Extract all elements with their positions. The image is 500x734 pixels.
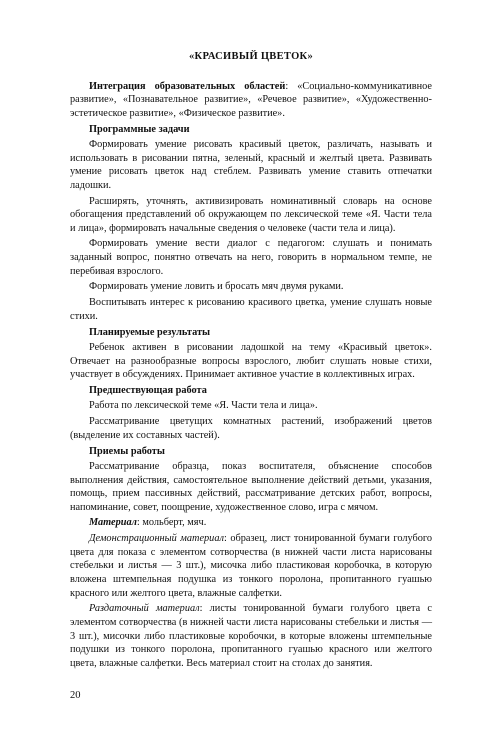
integration-paragraph (70, 80, 432, 121)
prior-work-heading: Предшествующая работа (89, 384, 207, 396)
demo-material-paragraph (70, 532, 432, 600)
prior-work-paragraph: Рассматривание цветущих комнатных растений, изображений цветов (выделение их составных частей). (70, 416, 432, 441)
prior-work-paragraph: Работа по лексической теме «Я. Части тела и лица». (89, 400, 318, 412)
methods-paragraph: Рассматривание образца, показ воспитателя, объяснение способов выполнения действия, самостоятельное выполнение действий детьми, указания, помощь, прием пассивных действий, рассматривание детских работ, вопросы, напоминание, совет, поощрение, художественное слово, игра с мячом. (70, 460, 432, 513)
handout-material-label: Раздаточный материал (89, 603, 200, 615)
tasks-paragraph: Формировать умение рисовать красивый цветок, различать, называть и использовать в рисовании пятна, зеленый, красный и желтый цвета. Развивать умение рисовать цветок над стеблем. Развивать умение ставить отпечатки ладошки. (70, 138, 432, 191)
integration-label: Интеграция образовательных областей (89, 80, 286, 92)
material-text: : мольберт, мяч. (136, 517, 207, 529)
demo-material-text: : образец, лист тонированной бумаги голубого цвета для показа с элементом сотворчества (в нижней части листа нарисованы стебельки и листья — 3 шт.), мисочка либо пластиковая коробочка, в которую вложена штемпельная подушка из тонкого поролона, пропитанного гуашью красного или желтого цвета, влажные салфетки. (70, 533, 433, 599)
demo-material-label: Демонстрационный материал (89, 533, 224, 545)
handout-material-text: : листы тонированной бумаги голубого цвета с элементом сотворчества (в нижней части листа нарисованы стебельки и листья — 3 шт.), мисочки либо пластиковые коробочки, в которые вложены штемпельные подушки из тонкого поролона, пропитанного гуашью красного или желтого цвета, влажные салфетки. Весь материал стоит на столах до занятия. (70, 603, 432, 669)
page-number: 20 (70, 690, 81, 701)
tasks-paragraph: Формировать умение ловить и бросать мяч двумя руками. (89, 281, 344, 293)
results-paragraph: Ребенок активен в рисовании ладошкой на тему «Красивый цветок». Отвечает на разнообразные вопросы взрослого, любит слушать новые стихи, участвует в обсуждениях. Принимает активное участие в коллективных играх. (70, 342, 432, 381)
tasks-paragraph: Расширять, уточнять, активизировать номинативный словарь на основе обогащения представлений об окружающем по лексической теме «Я. Части тела и лица», формировать начальные сведения о человеке (части тела и лица). (70, 195, 432, 234)
tasks-heading: Программные задачи (89, 123, 190, 135)
page-title: «КРАСИВЫЙ ЦВЕТОК» (188, 51, 314, 62)
material-label: Материал (89, 517, 137, 529)
page-content (70, 50, 432, 673)
tasks-paragraph: Воспитывать интерес к рисованию красивого цветка, умение слушать новые стихи. (70, 297, 432, 322)
results-heading: Планируемые результаты (89, 326, 211, 338)
integration-text: : «Социально-коммуникативное развитие», «Познавательное развитие», «Речевое развитие», «Художественно-эстетическое развитие», «Физическое развитие». (70, 80, 433, 119)
material-paragraph (70, 516, 432, 530)
tasks-paragraph: Формировать умение вести диалог с педагогом: слушать и понимать заданный вопрос, понятно отвечать на него, говорить в нормальном темпе, не перебивая взрослого. (70, 238, 432, 277)
methods-heading: Приемы работы (89, 445, 165, 457)
handout-material-paragraph (70, 602, 432, 670)
